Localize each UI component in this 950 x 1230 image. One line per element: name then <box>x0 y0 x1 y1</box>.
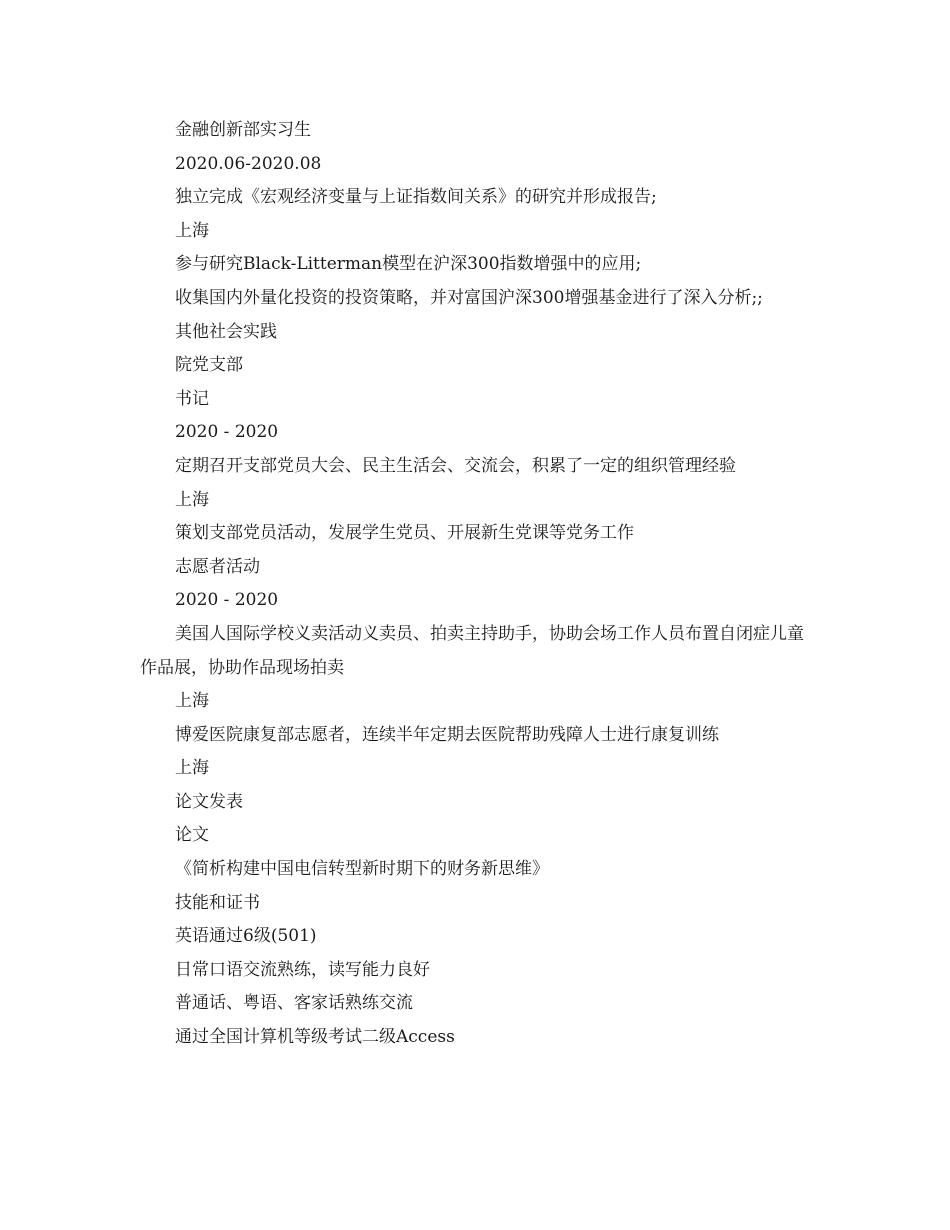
location: 上海 <box>175 691 209 712</box>
section-heading: 论文发表 <box>175 791 243 812</box>
duty-item: 收集国内外量化投资的投资策略，并对富国沪深300增强基金进行了深入分析;; <box>175 287 763 308</box>
skill-item: 英语通过6级(501) <box>175 926 317 947</box>
duty-item: 博爱医院康复部志愿者，连续半年定期去医院帮助残障人士进行康复训练 <box>175 724 719 745</box>
duty-item: 策划支部党员活动，发展学生党员、开展新生党课等党务工作 <box>175 523 634 544</box>
duty-item: 美国人国际学校义卖活动义卖员、拍卖主持助手，协助会场工作人员布置自闭症儿童作品展，协助作品现场拍卖 <box>140 623 804 678</box>
section-heading: 技能和证书 <box>175 892 260 913</box>
organization: 院党支部 <box>175 355 243 376</box>
date-range: 2020 - 2020 <box>175 422 279 443</box>
duty-item: 独立完成《宏观经济变量与上证指数间关系》的研究并形成报告; <box>175 187 657 208</box>
organization: 志愿者活动 <box>175 556 260 577</box>
skill-item: 日常口语交流熟练，读写能力良好 <box>175 959 430 980</box>
date-range: 2020 - 2020 <box>175 590 279 611</box>
duty-item: 定期召开支部党员大会、民主生活会、交流会，积累了一定的组织管理经验 <box>175 455 736 476</box>
role: 书记 <box>175 388 209 409</box>
duty-item: 参与研究Black-Litterman模型在沪深300指数增强中的应用; <box>175 254 642 275</box>
location: 上海 <box>175 489 209 510</box>
subsection-label: 论文 <box>175 825 209 846</box>
job-title: 金融创新部实习生 <box>175 120 311 140</box>
skill-item: 通过全国计算机等级考试二级Access <box>175 1027 455 1048</box>
date-range: 2020.06-2020.08 <box>175 153 322 174</box>
document-body <box>140 114 820 1055</box>
section-heading: 其他社会实践 <box>175 321 277 342</box>
location: 上海 <box>175 220 209 241</box>
paper-title: 《简析构建中国电信转型新时期下的财务新思维》 <box>175 859 549 880</box>
location: 上海 <box>175 758 209 779</box>
skill-item: 普通话、粤语、客家话熟练交流 <box>175 993 413 1014</box>
